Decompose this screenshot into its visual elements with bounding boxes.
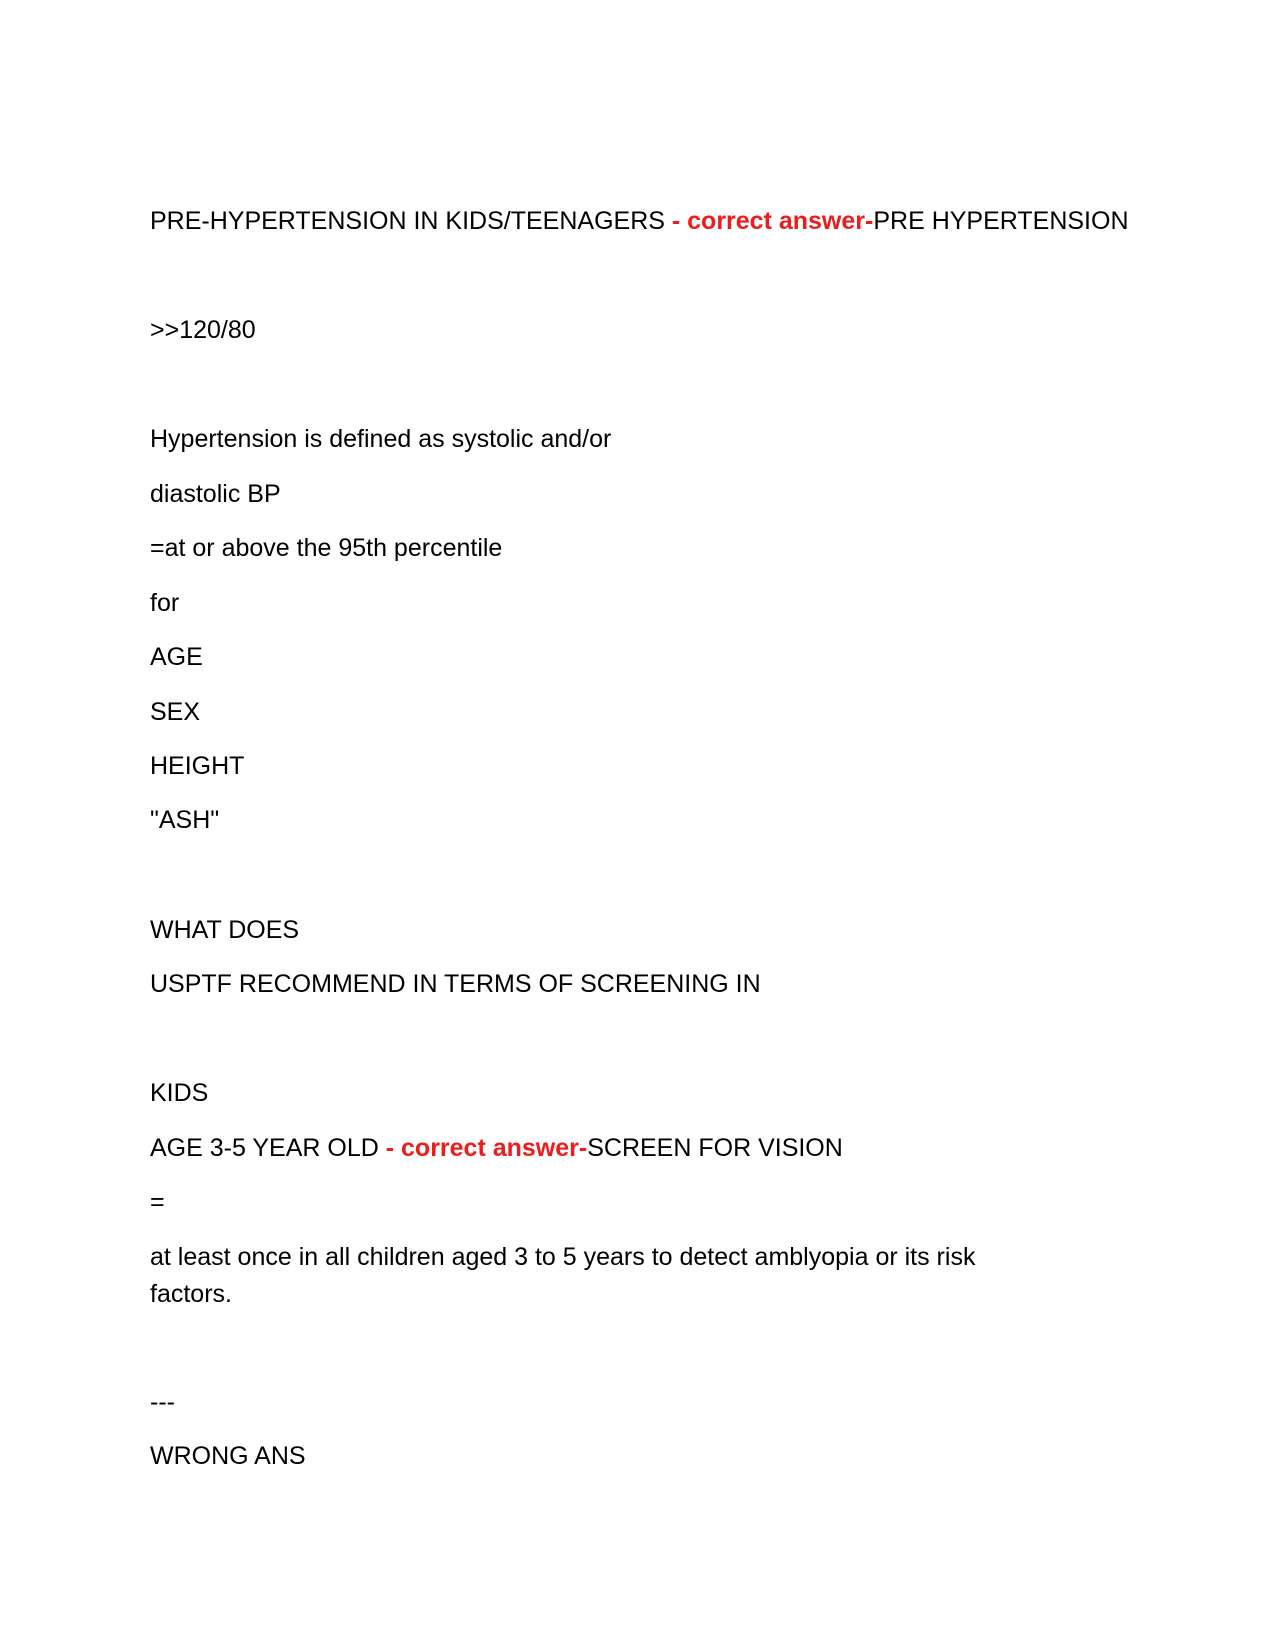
text-line: WRONG ANS (150, 1442, 306, 1470)
text-paragraph: at least once in all children aged 3 to 5 years to detect amblyopia or its risk factors. (150, 1243, 976, 1308)
text-line: = (150, 1188, 165, 1216)
question-text: PRE-HYPERTENSION IN KIDS/TEENAGERS (150, 207, 672, 235)
answer-text: PRE HYPERTENSION (873, 207, 1129, 235)
text-line: USPTF RECOMMEND IN TERMS OF SCREENING IN (150, 970, 761, 998)
text-line: =at or above the 95th percentile (150, 534, 503, 562)
text-line: KIDS (150, 1079, 209, 1107)
answer-text: SCREEN FOR VISION (587, 1134, 843, 1162)
text-line: >>120/80 (150, 316, 256, 344)
correct-answer-marker: - correct answer- (671, 207, 874, 235)
question-text: AGE 3-5 YEAR OLD (150, 1134, 386, 1162)
text-line: AGE (150, 643, 203, 671)
qa-line-vision (150, 1130, 1100, 1167)
text-line: HEIGHT (150, 752, 245, 780)
text-line: diastolic BP (150, 480, 281, 508)
text-line: WHAT DOES (150, 916, 300, 944)
text-line: "ASH" (150, 806, 220, 834)
correct-answer-marker: - correct answer- (385, 1134, 588, 1162)
text-line: for (150, 589, 180, 617)
text-line: Hypertension is defined as systolic and/or (150, 425, 612, 453)
separator-text: --- (150, 1388, 175, 1416)
text-line: SEX (150, 698, 201, 726)
qa-line-prehypertension (150, 203, 1129, 240)
